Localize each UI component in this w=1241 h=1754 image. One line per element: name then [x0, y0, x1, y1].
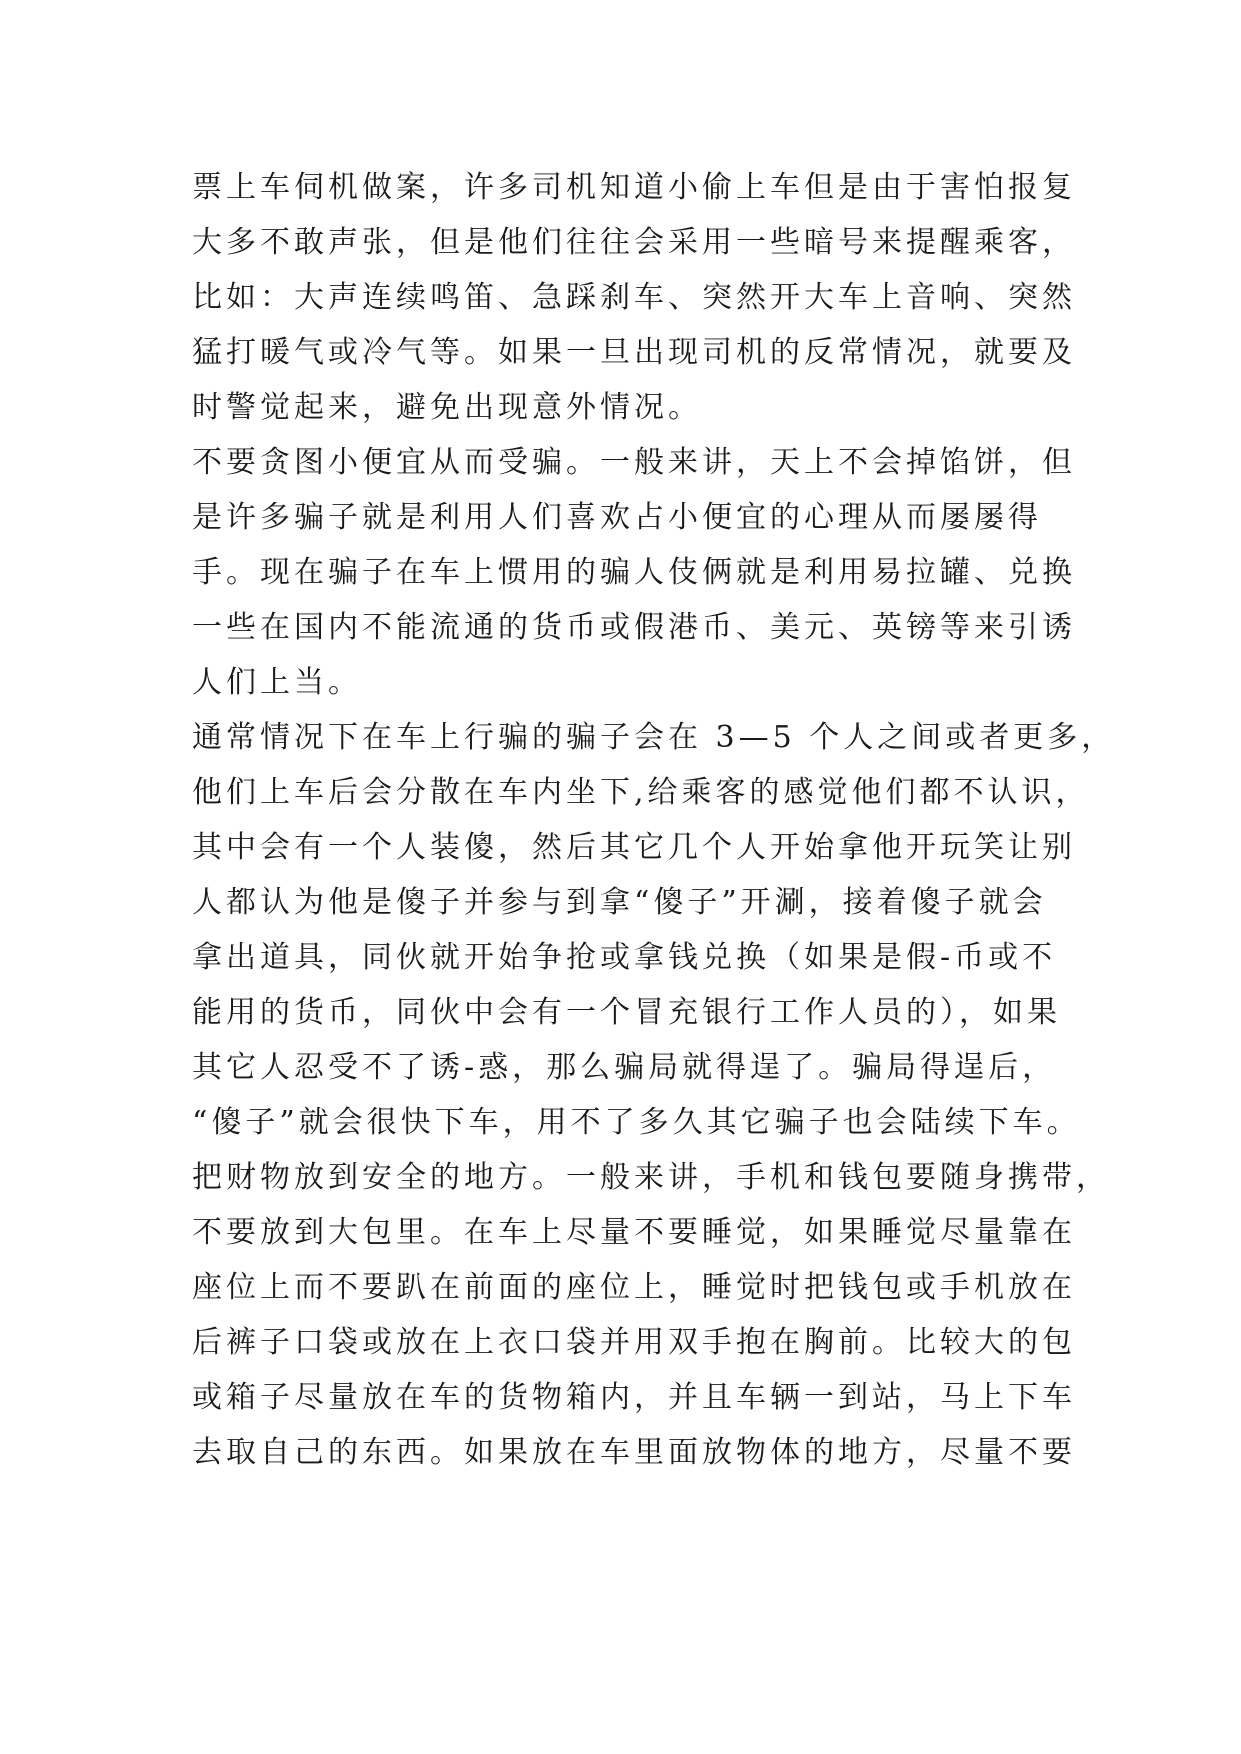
text-line: 他们上车后会分散在车内坐下,给乘客的感觉他们都不认识，: [192, 775, 1090, 810]
text-line: 其它人忍受不了诱-惑，那么骗局就得逞了。骗局得逞后，: [192, 1050, 1057, 1085]
text-line: 去取自己的东西。如果放在车里面放物体的地方，尽量不要: [192, 1435, 1076, 1470]
text-line: “傻子”就会很快下车，用不了多久其它骗子也会陆续下车。: [192, 1105, 1081, 1140]
text-line: 人们上当。: [192, 665, 362, 700]
text-line: 一些在国内不能流通的货币或假港币、美元、英镑等来引诱: [192, 610, 1076, 645]
text-line: 把财物放到安全的地方。一般来讲，手机和钱包要随身携带，: [192, 1160, 1110, 1195]
text-line: 其中会有一个人装傻，然后其它几个人开始拿他开玩笑让别: [192, 830, 1076, 865]
text-line: 是许多骗子就是利用人们喜欢占小便宜的心理从而屡屡得: [192, 500, 1042, 535]
text-line: 座位上而不要趴在前面的座位上，睡觉时把钱包或手机放在: [192, 1270, 1076, 1305]
text-line: 比如：大声连续鸣笛、急踩刹车、突然开大车上音响、突然: [192, 280, 1076, 315]
text-line: 或箱子尽量放在车的货物箱内，并且车辆一到站，马上下车: [192, 1380, 1076, 1415]
text-line: 猛打暖气或冷气等。如果一旦出现司机的反常情况，就要及: [192, 335, 1076, 370]
text-line: 大多不敢声张，但是他们往往会采用一些暗号来提醒乘客，: [192, 225, 1076, 260]
text-line: 能用的货币，同伙中会有一个冒充银行工作人员的），如果: [192, 995, 1061, 1030]
text-line: 后裤子口袋或放在上衣口袋并用双手抱在胸前。比较大的包: [192, 1325, 1076, 1360]
text-line: 时警觉起来，避免出现意外情况。: [192, 390, 702, 425]
text-line: 不要贪图小便宜从而受骗。一般来讲，天上不会掉馅饼，但: [192, 445, 1076, 480]
text-line: 通常情况下在车上行骗的骗子会在 3—5 个人之间或者更多，: [192, 720, 1116, 755]
text-line: 人都认为他是傻子并参与到拿“傻子”开涮，接着傻子就会: [192, 885, 1047, 920]
text-line: 拿出道具，同伙就开始争抢或拿钱兑换（如果是假-币或不: [192, 940, 1057, 975]
text-line: 手。现在骗子在车上惯用的骗人伎俩就是利用易拉罐、兑换: [192, 555, 1076, 590]
text-line: 不要放到大包里。在车上尽量不要睡觉，如果睡觉尽量靠在: [192, 1215, 1076, 1250]
body-text: [192, 168, 1116, 1488]
text-line: 票上车伺机做案，许多司机知道小偷上车但是由于害怕报复: [192, 170, 1076, 205]
